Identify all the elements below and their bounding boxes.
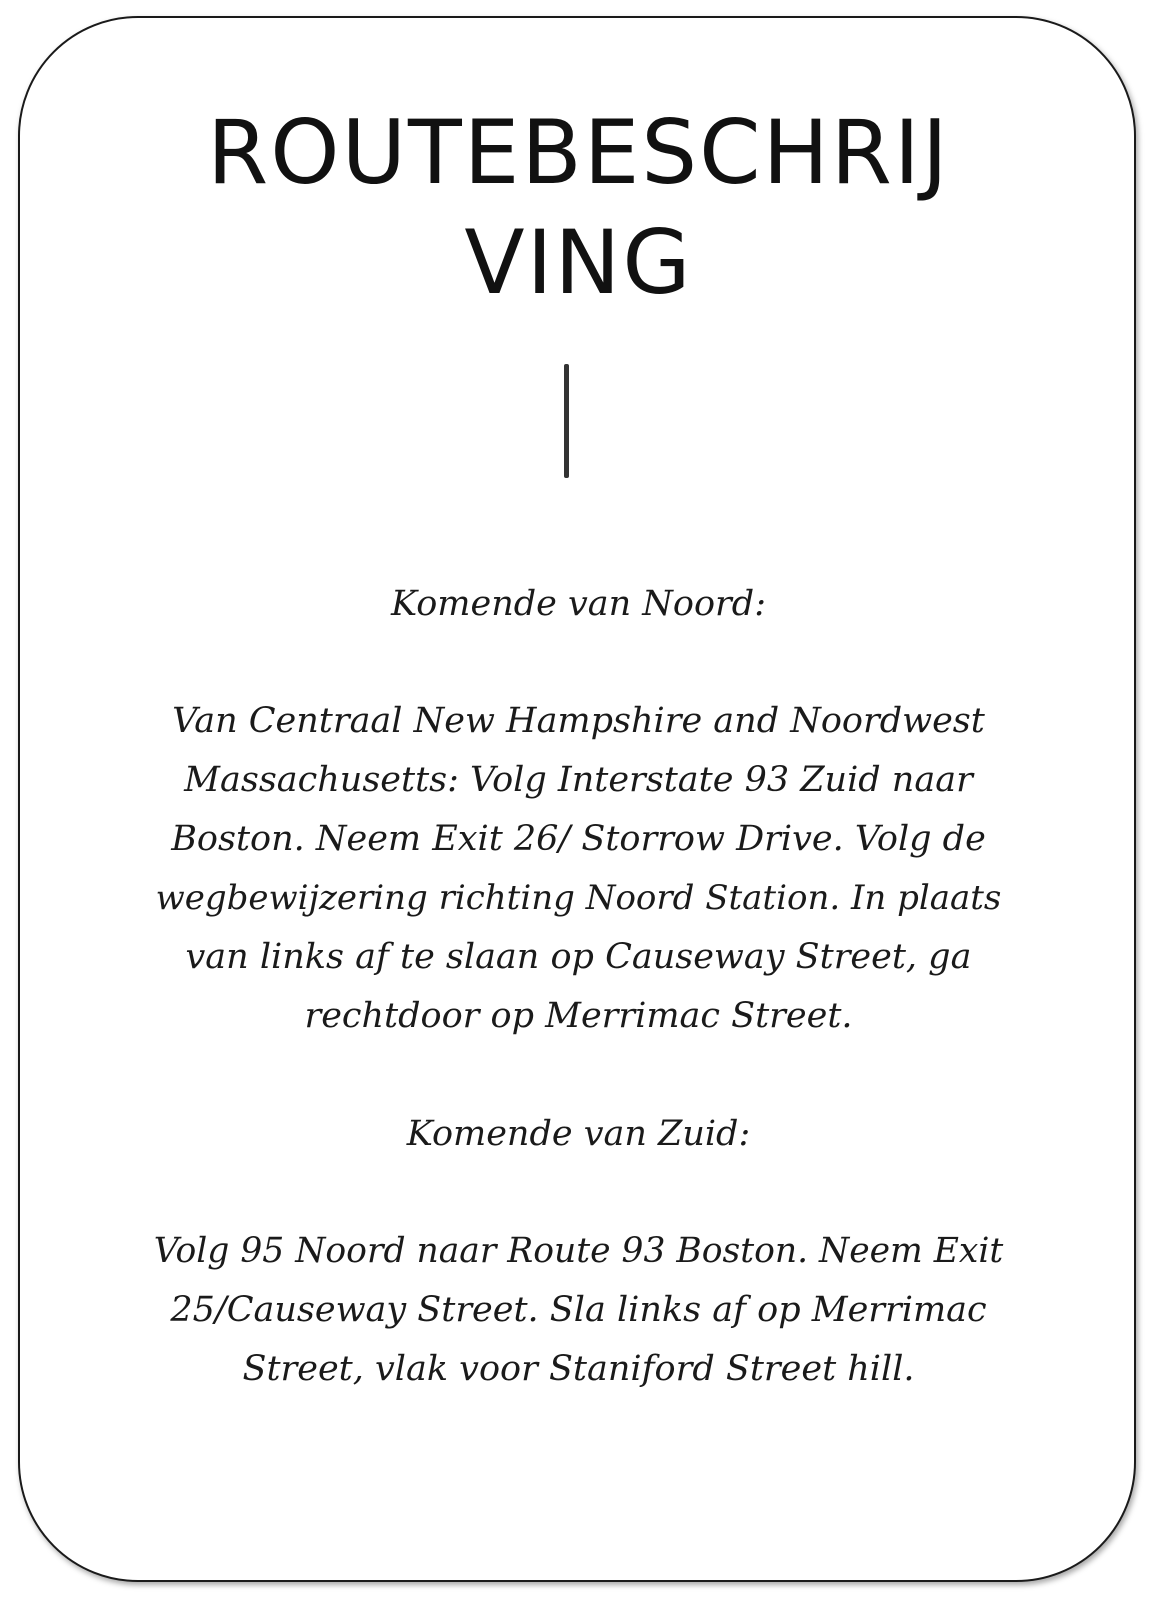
south-heading: Komende van Zuid: (406, 1114, 751, 1154)
north-directions (150, 692, 1007, 1046)
north-heading: Komende van Noord: (391, 584, 766, 624)
text-line: Van Centraal New Hampshire and Noordwest (172, 701, 985, 741)
page-title (0, 98, 1157, 318)
text-line: Massachusetts: Volg Interstate 93 Zuid naar (184, 760, 973, 800)
south-directions (150, 1222, 1007, 1399)
text-line: Boston. Neem Exit 26/ Storrow Drive. Volg de (171, 819, 986, 859)
text-line: van links af te slaan op Causeway Street, ga (185, 937, 972, 977)
text-line: Street, vlak voor Staniford Street hill. (242, 1349, 915, 1389)
text-line: rechtdoor op Merrimac Street. (304, 996, 853, 1036)
title-line: ROUTEBESCHRIJ (207, 101, 950, 204)
text-line: wegbewijzering richting Noord Station. In plaats (155, 878, 1002, 918)
text-line: 25/Causeway Street. Sla links af op Merrimac (170, 1290, 987, 1330)
title-line: VING (464, 211, 693, 314)
text-line: Volg 95 Noord naar Route 93 Boston. Neem Exit (153, 1231, 1004, 1271)
divider (564, 364, 569, 478)
